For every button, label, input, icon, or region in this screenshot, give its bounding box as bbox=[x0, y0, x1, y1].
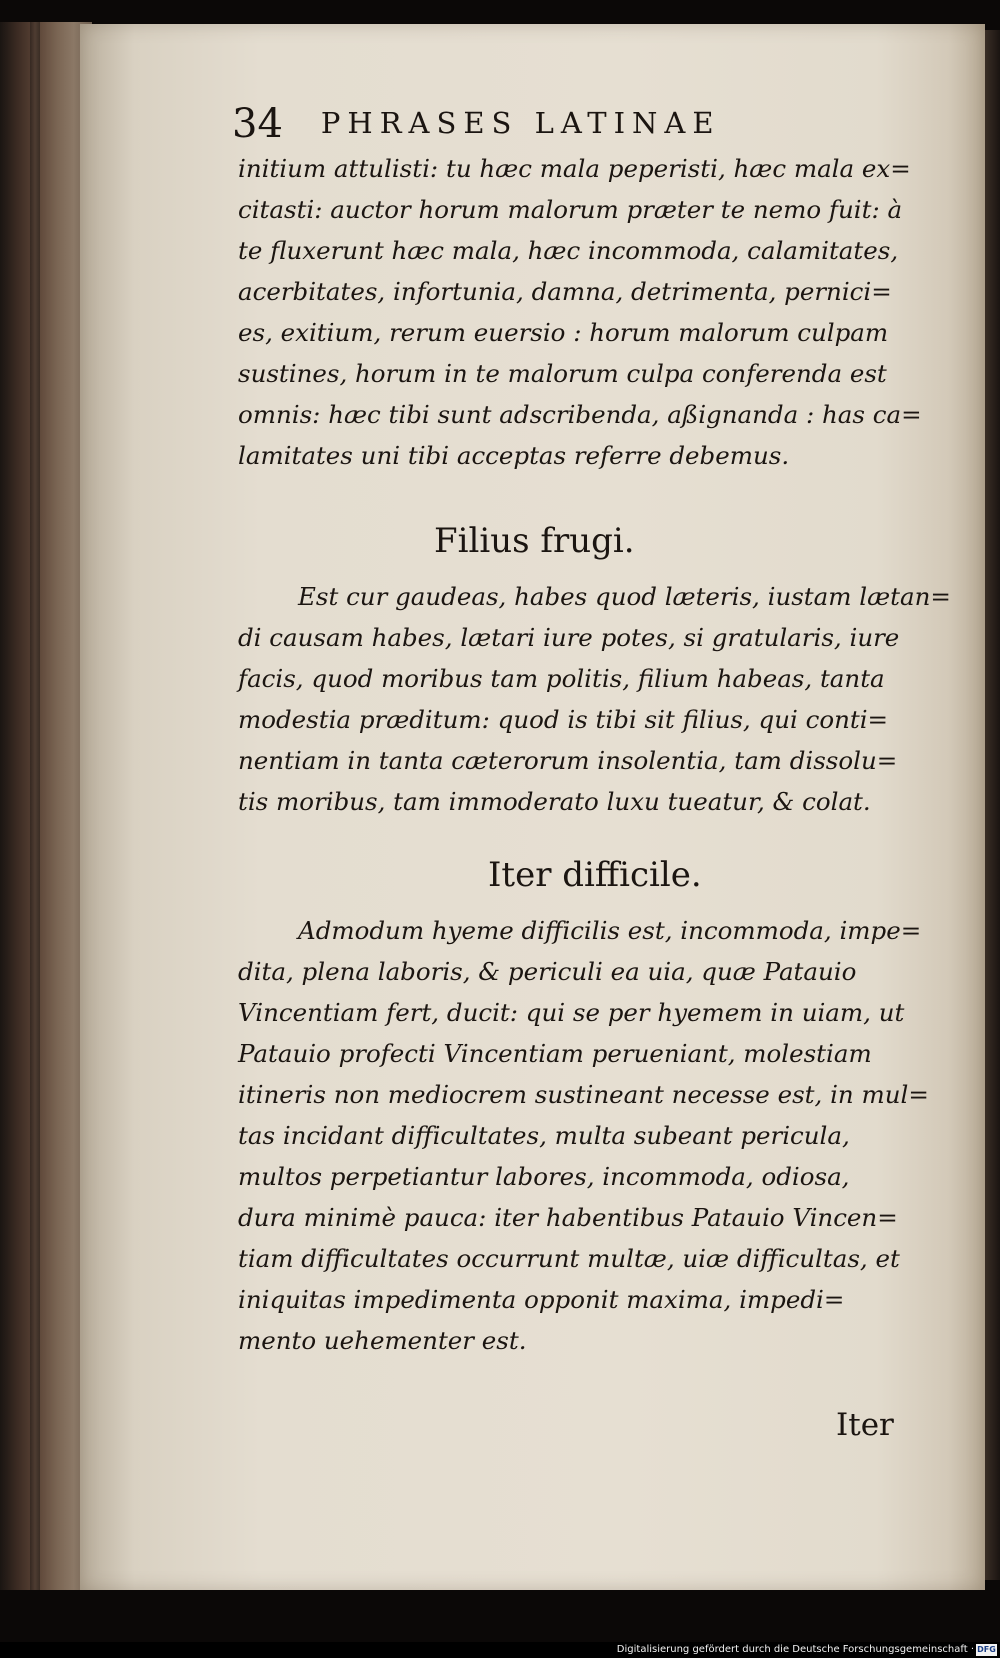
catchword: Iter bbox=[836, 1407, 894, 1443]
text-line: modestia præditum: quod is tibi sit filius, qui conti= bbox=[238, 705, 889, 734]
page-header bbox=[232, 92, 852, 147]
text-line: facis, quod moribus tam politis, filium habeas, tanta bbox=[238, 664, 885, 693]
text-line: tiam difficultates occurrunt multæ, uiæ difficultas, et bbox=[238, 1244, 900, 1273]
text-line: tas incidant difficultates, multa subeant pericula, bbox=[238, 1121, 850, 1150]
section-heading-iter-difficile: Iter difficile. bbox=[488, 855, 702, 895]
page-shadow-edge bbox=[985, 30, 1000, 1580]
running-head: PHRASES LATINAE bbox=[320, 106, 721, 140]
text-line: citasti: auctor horum malorum præter te nemo fuit: à bbox=[238, 195, 903, 224]
text-line: Admodum hyeme difficilis est, incommoda, impe= bbox=[298, 916, 922, 945]
text-line: es, exitium, rerum euersio : horum malorum culpam bbox=[238, 318, 889, 347]
book-binding bbox=[0, 22, 92, 1590]
paragraph-filius-frugi bbox=[238, 576, 951, 822]
text-line: omnis: hæc tibi sunt adscribenda, aßignanda : has ca= bbox=[238, 400, 922, 429]
text-line: Vincentiam fert, ducit: qui se per hyemem in uiam, ut bbox=[238, 998, 905, 1027]
text-line: multos perpetiantur labores, incommoda, odiosa, bbox=[238, 1162, 850, 1191]
text-line: Patauio profecti Vincentiam perueniant, molestiam bbox=[238, 1039, 872, 1068]
text-line: acerbitates, infortunia, damna, detrimenta, pernici= bbox=[238, 277, 892, 306]
text-line: tis moribus, tam immoderato luxu tueatur, & colat. bbox=[238, 787, 871, 816]
text-line: te fluxerunt hæc mala, hæc incommoda, calamitates, bbox=[238, 236, 899, 265]
text-line: lamitates uni tibi acceptas referre debemus. bbox=[238, 441, 790, 470]
paragraph-continuation bbox=[238, 148, 922, 476]
binding-edge bbox=[30, 22, 40, 1590]
text-line: di causam habes, lætari iure potes, si gratularis, iure bbox=[238, 623, 900, 652]
text-line: nentiam in tanta cæterorum insolentia, tam dissolu= bbox=[238, 746, 898, 775]
text-line: sustines, horum in te malorum culpa conferenda est bbox=[238, 359, 887, 388]
text-line: Est cur gaudeas, habes quod læteris, iustam lætan= bbox=[298, 582, 951, 611]
dfg-logo-icon: DFG bbox=[977, 1645, 996, 1654]
text-line: itineris non mediocrem sustineant necesse est, in mul= bbox=[238, 1080, 929, 1109]
text-line: dita, plena laboris, & periculi ea uia, quæ Patauio bbox=[238, 957, 857, 986]
text-line: dura minimè pauca: iter habentibus Patauio Vincen= bbox=[238, 1203, 898, 1232]
section-heading-filius-frugi: Filius frugi. bbox=[434, 521, 635, 561]
paragraph-iter-difficile bbox=[238, 910, 929, 1361]
text-line: mento uehementer est. bbox=[238, 1326, 527, 1355]
text-line: iniquitas impedimenta opponit maxima, impedi= bbox=[238, 1285, 845, 1314]
page-number: 34 bbox=[232, 101, 283, 147]
digitization-credit: Digitalisierung gefördert durch die Deutsche Forschungsgemeinschaft · bbox=[616, 1644, 974, 1655]
text-line: initium attulisti: tu hæc mala peperisti, hæc mala ex= bbox=[238, 154, 911, 183]
